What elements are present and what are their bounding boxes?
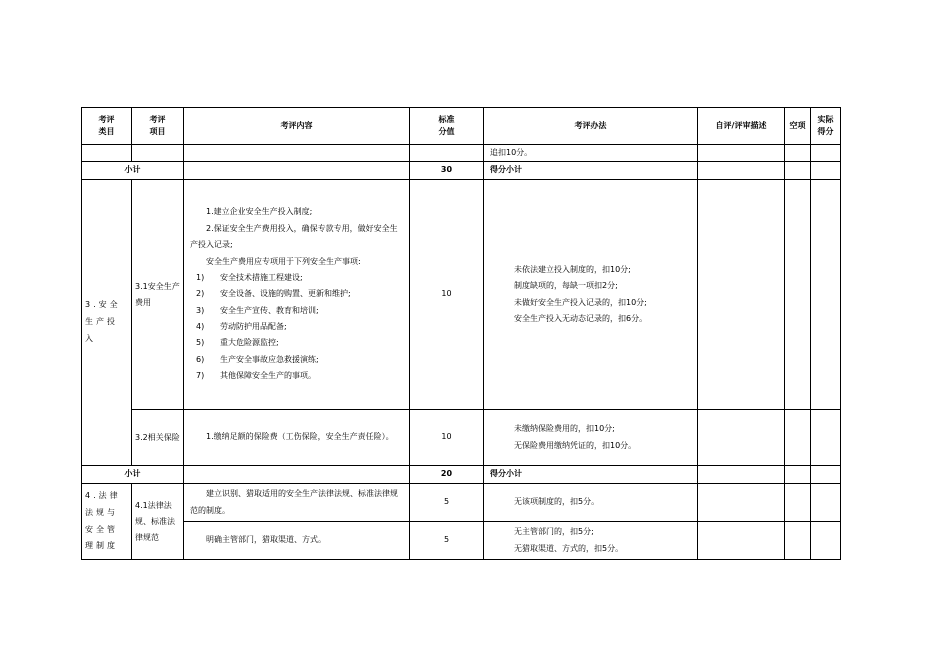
table-row [82,410,841,466]
subtotal-method: 得分小计 [484,162,698,180]
header-score: 标准 分值 [410,108,484,145]
list-item: 1) 安全技术措施工程建设; [196,272,303,282]
score-cell: 10 [410,180,484,410]
table-row [82,180,841,410]
header-blank: 空项 [785,108,811,145]
list-item: 6) 生产安全事故应急救援演练; [196,354,319,364]
content-cell: 明确主管部门，猎取渠道、方式。 [184,522,410,560]
list-item: 4) 劳动防护用品配备; [196,322,287,332]
subtotal-label: 小计 [82,162,184,180]
subtotal-row [82,162,841,180]
content-cell: 1.缴纳足额的保险费（工伤保险，安全生产责任险）。 [184,410,410,466]
content-cell: 1.建立企业安全生产投入制度; 2.保证安全生产费用投入，确保专款专用，做好安全生产投入记录; 安全生产费用应专项用于下列安全生产事项: 1) 安全技术措施工程建设; 2) 安全设备、设施的购置、更新和维护; 3) 安全生产宣传、教育和培训; 4) 劳动防护用品配备; 5) 重大危险源监控; 6) 生产安全事故应急救援演练; 7) 其他保障安全生产的事项。 [184,180,410,410]
list-item: 3) 安全生产宣传、教育和培训; [196,305,319,315]
item-cell: 3.1安全生产费用 [132,180,184,410]
header-actual: 实际 得分 [811,108,841,145]
category-cell: 3.安全生产投入 [82,180,132,466]
method-cell: 无该项制度的，扣5分。 [484,484,698,522]
content-cell: 建立识别、猎取适用的安全生产法律法规、标准法律规范的制度。 [184,484,410,522]
method-cell: 未缴纳保险费用的，扣10分; 无保险费用缴纳凭证的，扣10分。 [484,410,698,466]
header-content: 考评内容 [184,108,410,145]
score-cell: 10 [410,410,484,466]
subtotal-score: 20 [410,466,484,484]
header-item: 考评 项目 [132,108,184,145]
carry-method: 追扣10分。 [484,145,698,162]
score-cell: 5 [410,484,484,522]
subtotal-method: 得分小计 [484,466,698,484]
item-cell: 4.1法律法规、标准法律规范 [132,484,184,560]
subtotal-score: 30 [410,162,484,180]
category-cell: 4.法律法规与安全管理制度 [82,484,132,560]
header-category: 考评 类目 [82,108,132,145]
evaluation-table [81,107,841,560]
method-cell: 无主管部门的，扣5分; 无猎取渠道、方式的，扣5分。 [484,522,698,560]
header-method: 考评办法 [484,108,698,145]
list-item: 5) 重大危险源监控; [196,338,279,348]
table-row [82,145,841,162]
header-row [82,108,841,145]
table-row [82,484,841,522]
list-item: 2) 安全设备、设施的购置、更新和维护; [196,289,351,299]
table-row [82,522,841,560]
list-item: 7) 其他保障安全生产的事项。 [196,371,316,381]
evaluation-sheet [81,107,840,560]
method-cell: 未依法建立投入制度的，扣10分; 制度缺项的，每缺一项扣2分; 未做好安全生产投入记录的，扣10分; 安全生产投入无动态记录的，扣6分。 [484,180,698,410]
subtotal-label: 小计 [82,466,184,484]
item-cell: 3.2相关保险 [132,410,184,466]
header-self-review: 自评/评审描述 [698,108,785,145]
subtotal-row [82,466,841,484]
score-cell: 5 [410,522,484,560]
